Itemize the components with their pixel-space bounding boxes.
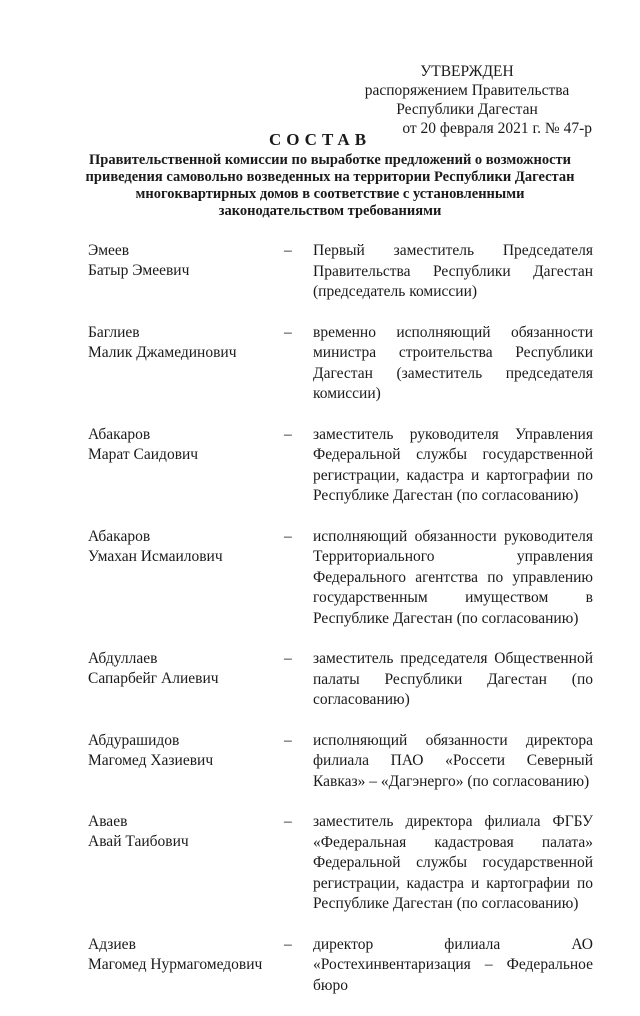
dash: –	[284, 731, 292, 749]
member-role: Первый заместитель Председателя Правительства Республики Дагестан (председатель комиссии)	[313, 242, 593, 300]
approval-line: распоряжением Правительства	[364, 82, 570, 99]
approval-line: Республики Дагестан	[396, 101, 538, 118]
member-given-name: Малик Джамединович	[88, 343, 237, 361]
member-role: временно исполняющий обязанности министра строительства Республики Дагестан (заместитель председателя комиссии)	[313, 323, 593, 402]
member-given-name: Магомед Хазиевич	[88, 751, 214, 769]
member-name	[88, 425, 278, 465]
member-entry	[88, 731, 593, 793]
member-role: заместитель руководителя Управления Федеральной службы государственной регистрации, кадастра и картографии по Республике Дагестан (по согласованию)	[313, 425, 593, 504]
member-given-name: Сапарбейг Алиевич	[88, 670, 219, 687]
member-surname: Баглиев	[88, 323, 140, 341]
dash: –	[284, 527, 292, 545]
member-given-name: Марат Саидович	[88, 445, 199, 463]
document-title: СОСТАВ	[268, 130, 372, 149]
document-subtitle: Правительственной комиссии по выработке предложений о возможности приведения самовольно возведенных на территории Республики Дагестан многоквартирных домов в соответствие с установленными законодательством требованиями	[85, 152, 575, 219]
member-entry	[88, 323, 593, 405]
members-list	[88, 241, 593, 1016]
dash: –	[284, 425, 292, 443]
member-name	[88, 812, 278, 852]
member-entry	[88, 241, 593, 303]
member-surname: Абакаров	[88, 425, 151, 443]
member-surname: Абдуллаев	[88, 650, 158, 667]
approval-heading: УТВЕРЖДЕН	[420, 63, 514, 80]
dash: –	[284, 935, 292, 953]
dash: –	[284, 650, 292, 667]
member-role: заместитель директора филиала ФГБУ «Федеральная кадастровая палата» Федеральной службы государственной регистрации, кадастра и картографии по Республике Дагестан (по согласованию)	[313, 813, 593, 912]
member-name	[88, 935, 278, 975]
member-surname: Адзиев	[88, 935, 136, 953]
member-role: исполняющий обязанности директора филиала ПАО «Россети Северный Кавказ» – «Дагэнерго» (по согласованию)	[313, 731, 593, 790]
approval-date: от 20 февраля 2021 г. № 47-р	[402, 120, 592, 137]
member-surname: Абакаров	[88, 527, 151, 545]
member-role: исполняющий обязанности руководителя Территориального управления Федерального агентства по управлению государственным имуществом в Республике Дагестан (по согласованию)	[313, 527, 593, 627]
member-name	[88, 241, 278, 281]
member-name	[88, 731, 278, 771]
member-role: директор филиала АО «Ростехинвентаризация – Федеральное бюро	[313, 935, 593, 994]
member-name	[88, 323, 278, 363]
approval-block	[342, 62, 592, 138]
dash: –	[284, 323, 292, 341]
member-entry	[88, 935, 593, 997]
member-entry	[88, 425, 593, 507]
member-surname: Аваев	[88, 813, 128, 830]
member-given-name: Авай Таибович	[88, 833, 189, 850]
member-given-name: Батыр Эмеевич	[88, 262, 190, 279]
member-name	[88, 527, 278, 567]
dash: –	[284, 242, 292, 259]
member-given-name: Умахан Исмаилович	[88, 547, 223, 565]
member-entry	[88, 649, 593, 711]
member-role: заместитель председателя Общественной палаты Республики Дагестан (по согласованию)	[313, 650, 593, 708]
member-entry	[88, 812, 593, 915]
member-surname: Эмеев	[88, 242, 130, 259]
member-name	[88, 649, 278, 689]
member-entry	[88, 527, 593, 630]
member-given-name: Магомед Нурмагомедович	[88, 955, 263, 973]
dash: –	[284, 813, 292, 830]
member-surname: Абдурашидов	[88, 731, 180, 749]
